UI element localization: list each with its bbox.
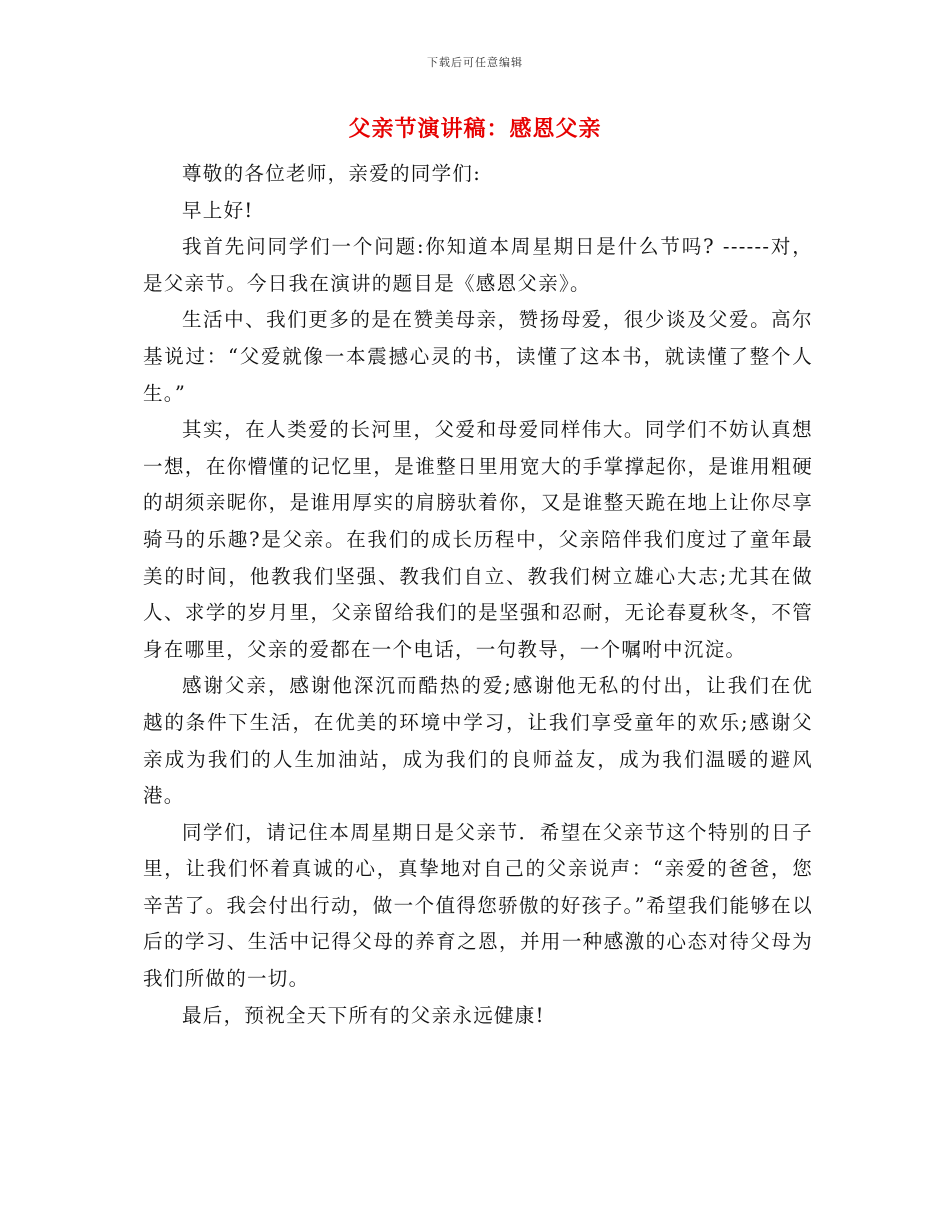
document-title: 父亲节演讲稿：感恩父亲 xyxy=(348,116,602,142)
paragraph-closing: 最后，预祝全天下所有的父亲永远健康! xyxy=(182,1003,545,1027)
paragraph-greeting: 早上好! xyxy=(182,198,254,222)
paragraph-quote: 生活中、我们更多的是在赞美母亲，赞扬母爱，很少谈及父爱。高尔基说过：“父爱就像一本震撼心灵的书，读懂了这本书，就读懂了整个人生。” xyxy=(143,308,813,405)
document-body xyxy=(143,156,813,1034)
paragraph-salutation: 尊敬的各位老师，亲爱的同学们: xyxy=(182,162,482,185)
paragraph-gratitude: 感谢父亲，感谢他深沉而酷热的爱;感谢他无私的付出，让我们在优越的条件下生活，在优美的环境中学习，让我们享受童年的欢乐;感谢父亲成为我们的人生加油站，成为我们的良师益友，成为我们温暖的避风港。 xyxy=(143,674,813,808)
paragraph-fatherly-love: 其实，在人类爱的长河里，父爱和母爱同样伟大。同学们不妨认真想一想，在你懵懂的记忆里，是谁整日里用宽大的手掌撑起你，是谁用粗硬的胡须亲昵你，是谁用厚实的肩膀驮着你，又是谁整天跪在地上让你尽享骑马的乐趣?是父亲。在我们的成长历程中，父亲陪伴我们度过了童年最美的时间，他教我们坚强、教我们自立、教我们树立雄心大志;尤其在做人、求学的岁月里，父亲留给我们的是坚强和忍耐，无论春夏秋冬，不管身在哪里，父亲的爱都在一个电话，一句教导，一个嘱咐中沉淀。 xyxy=(143,418,813,661)
paragraph-appeal: 同学们，请记住本周星期日是父亲节．希望在父亲节这个特别的日子里，让我们怀着真诚的心，真挚地对自己的父亲说声：“亲爱的爸爸，您辛苦了。我会付出行动，做一个值得您骄傲的好孩子。”希望我们能够在以后的学习、生活中记得父母的养育之恩，并用一种感激的心态对待父母为我们所做的一切。 xyxy=(143,820,813,991)
header-note: 下载后可任意编辑 xyxy=(427,56,523,69)
paragraph-question: 我首先问同学们一个问题:你知道本周星期日是什么节吗? ------对，是父亲节。今日我在演讲的题目是《感恩父亲》。 xyxy=(143,235,813,295)
